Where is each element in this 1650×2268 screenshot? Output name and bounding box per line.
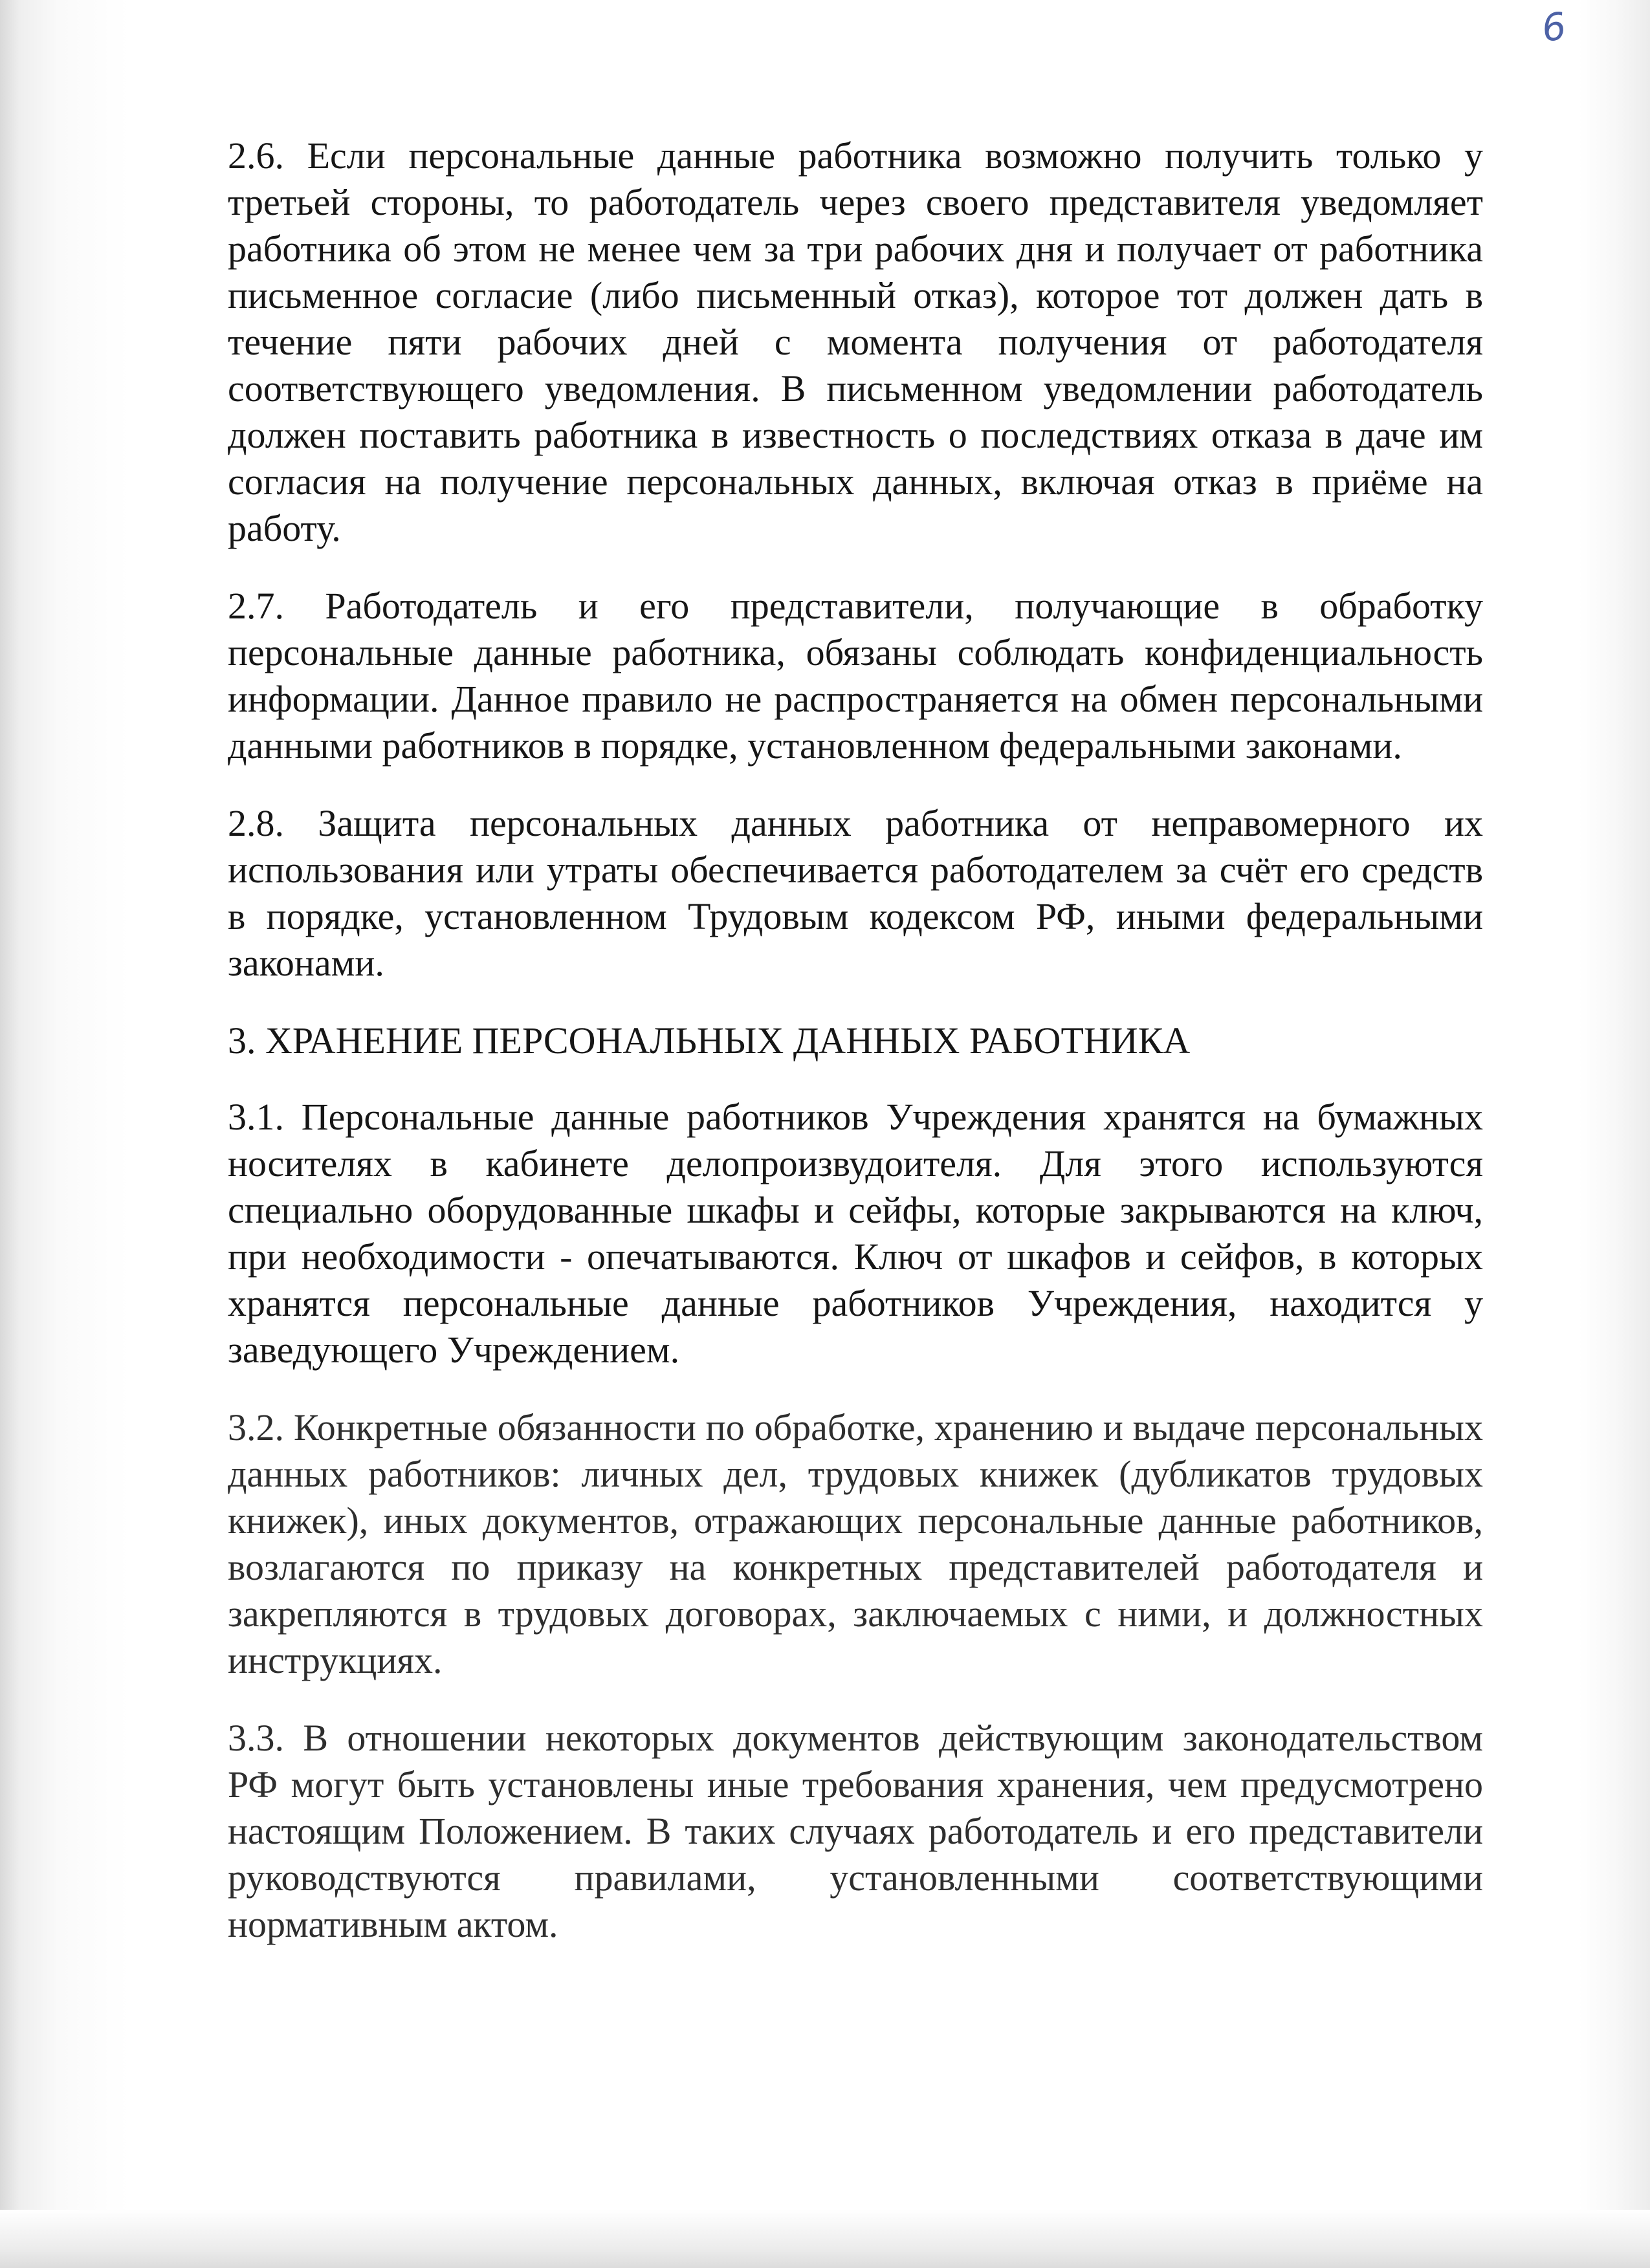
paragraph-2-8: 2.8. Защита персональных данных работника от неправомерного их использования или утраты обеспечивается работодателем за счёт его средств в порядке, установленном Трудовым кодексом РФ, иными федеральными законами. — [228, 802, 1483, 984]
section-heading-3: 3. ХРАНЕНИЕ ПЕРСОНАЛЬНЫХ ДАННЫХ РАБОТНИКА — [228, 1020, 1191, 1062]
paragraph-3-3: 3.3. В отношении некоторых документов действующим законодательством РФ могут быть установлены иные требования хранения, чем предусмотрено настоящим Положением. В таких случаях работодатель и его представители руководствуются правилами, установленными соответствующими нормативным актом. — [228, 1717, 1483, 1945]
paragraph-3-2: 3.2. Конкретные обязанности по обработке, хранению и выдаче персональных данных работников: личных дел, трудовых книжек (дубликатов трудовых книжек), иных документов, отражающих персональные данные работников, возлагаются по приказу на конкретных представителей работодателя и закрепляются в трудовых договорах, заключаемых с ними, и должностных инструкциях. — [228, 1406, 1483, 1681]
scan-bottom-edge — [0, 2210, 1650, 2268]
paragraph-3-1: 3.1. Персональные данные работников Учреждения хранятся на бумажных носителях в кабинете делопроизвудоителя. Для этого используются специально оборудованные шкафы и сейфы, которые закрываются на ключ, при необходимости - опечатываются. Ключ от шкафов и сейфов, в которых хранятся персональные данные работников Учреждения, находится у заведующего Учреждением. — [228, 1096, 1483, 1371]
paragraph-2-6: 2.6. Если персональные данные работника возможно получить только у третьей стороны, то работодатель через своего представителя уведомляет работника об этом не менее чем за три рабочих дня и получает от работника письменное согласие (либо письменный отказ), которое тот должен дать в течение пяти рабочих дней с момента получения от работодателя соответствующего уведомления. В письменном уведомлении работодатель должен поставить работника в известность о последствиях отказа в даче им согласия на получение персональных данных, включая отказ в приёме на работу. — [228, 135, 1483, 549]
paragraph-2-7: 2.7. Работодатель и его представители, получающие в обработку персональные данные работника, обязаны соблюдать конфиденциальность информации. Данное правило не распространяется на обмен персональными данными работников в порядке, установленном федеральными законами. — [228, 585, 1483, 767]
handwritten-page-number: 6 — [1539, 3, 1569, 51]
document-body — [228, 133, 1483, 1979]
